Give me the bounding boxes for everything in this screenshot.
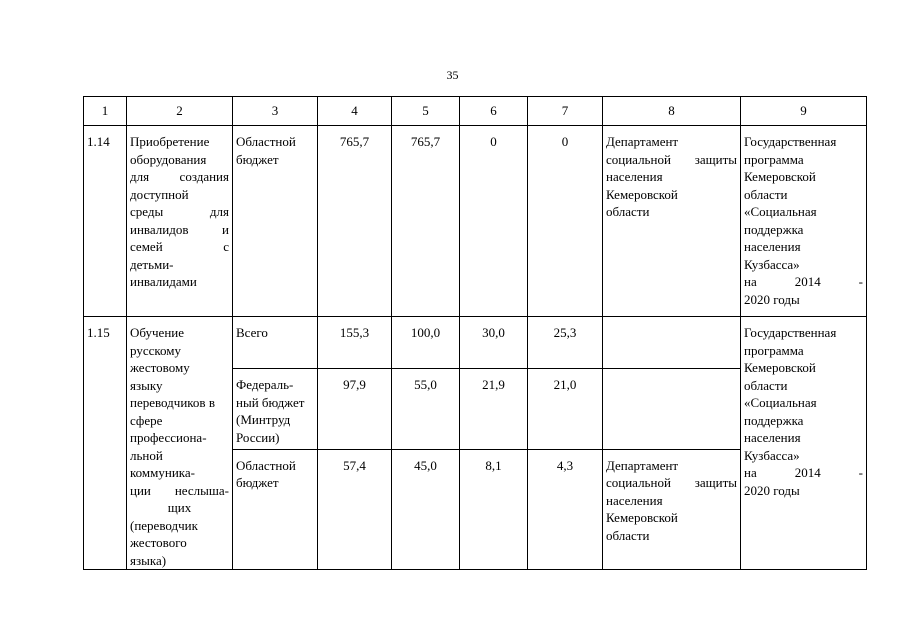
text-line: бюджет	[236, 151, 279, 167]
text-line: населения	[606, 492, 663, 508]
amount-year-3: 0	[528, 126, 603, 317]
text-line: оборудования	[130, 151, 207, 167]
text-line: поддержка	[744, 221, 804, 237]
text-line: щих	[167, 500, 192, 515]
text-line: Департамент	[606, 457, 679, 473]
text-line: языку	[130, 377, 163, 393]
text-line: социальной защиты	[606, 475, 737, 491]
text-line: ный бюджет	[236, 394, 305, 410]
text-line: русскому	[130, 342, 182, 358]
text-line: сфере	[130, 412, 163, 428]
amount-year-3: 21,0	[528, 369, 603, 449]
text-line: ции неслыша-	[130, 482, 229, 498]
amount-year-3: 4,3	[528, 449, 603, 569]
amount-year-3: 25,3	[528, 317, 603, 369]
amount-year-1: 765,7	[392, 126, 460, 317]
amount-year-2: 8,1	[460, 449, 528, 569]
header-cell: 4	[318, 97, 392, 126]
text-line: коммуника-	[130, 465, 195, 480]
amount-year-1: 100,0	[392, 317, 460, 369]
text-line: Кемеровской	[744, 169, 816, 184]
text-line: населения	[606, 169, 663, 184]
text-line: населения	[744, 430, 801, 445]
text-line: Кузбасса»	[744, 447, 800, 463]
text-line: доступной	[130, 186, 189, 202]
text-line: области	[744, 377, 788, 393]
text-line: Кемеровской	[744, 360, 816, 375]
program-table	[83, 96, 867, 570]
text-line: Кузбасса»	[744, 256, 800, 272]
amount-total: 155,3	[318, 317, 392, 369]
amount-total: 765,7	[318, 126, 392, 317]
text-line: Областной	[236, 457, 296, 473]
amount-total: 57,4	[318, 449, 392, 569]
text-line: на 2014 -	[744, 274, 863, 289]
text-line: России)	[236, 429, 280, 445]
text-line: программа	[744, 151, 804, 167]
text-line: Областной	[236, 134, 296, 149]
funding-source	[233, 317, 318, 369]
text-line: бюджет	[236, 475, 279, 491]
text-line: Кемеровской	[606, 510, 678, 526]
measure-name	[127, 126, 233, 317]
text-line: детьми-	[130, 256, 174, 272]
row-id: 1.14	[84, 126, 127, 317]
text-line: области	[606, 204, 650, 219]
header-cell: 7	[528, 97, 603, 126]
state-program	[741, 317, 867, 570]
text-line: льной	[130, 447, 163, 463]
text-line: профессиона-	[130, 430, 207, 445]
text-line: Государственная	[744, 325, 837, 340]
state-program	[741, 126, 867, 317]
header-cell: 8	[603, 97, 741, 126]
text-line: переводчиков в	[130, 395, 215, 410]
header-row	[84, 97, 867, 126]
executor	[603, 126, 741, 317]
text-line: (переводчик	[130, 517, 198, 533]
text-line: жестового	[130, 535, 187, 550]
header-cell: 2	[127, 97, 233, 126]
executor	[603, 317, 741, 369]
page-number: 35	[446, 68, 459, 82]
text-line: населения	[744, 239, 801, 254]
text-line: для создания	[130, 169, 229, 184]
text-line: области	[606, 527, 650, 543]
text-line: социальной защиты	[606, 151, 737, 167]
text-line: Государственная	[744, 134, 837, 149]
funding-source	[233, 449, 318, 569]
text-line: «Социальная	[744, 395, 817, 410]
text-line: программа	[744, 342, 804, 358]
table-row	[84, 317, 867, 369]
text-line: поддержка	[744, 412, 804, 428]
measure-name	[127, 317, 233, 570]
text-line: Департамент	[606, 134, 679, 149]
header-cell: 9	[741, 97, 867, 126]
funding-source	[233, 126, 318, 317]
text-line: Федераль-	[236, 377, 294, 393]
table-row	[84, 126, 867, 317]
text-line: Кемеровской	[606, 186, 678, 202]
text-line: языка)	[130, 552, 167, 568]
text-line: на 2014 -	[744, 465, 863, 480]
text-line: Обучение	[130, 325, 184, 340]
amount-year-2: 21,9	[460, 369, 528, 449]
text-line: «Социальная	[744, 204, 817, 219]
text-line: Приобретение	[130, 134, 210, 149]
header-cell: 3	[233, 97, 318, 126]
text-line: жестовому	[130, 360, 190, 375]
header-cell: 1	[84, 97, 127, 126]
text-line: области	[744, 186, 788, 202]
executor	[603, 369, 741, 449]
text-line: семей с	[130, 239, 229, 254]
text-line: Всего	[236, 325, 268, 340]
header-cell: 6	[460, 97, 528, 126]
amount-total: 97,9	[318, 369, 392, 449]
text-line: среды для	[130, 204, 229, 219]
amount-year-1: 45,0	[392, 449, 460, 569]
amount-year-2: 30,0	[460, 317, 528, 369]
text-line: 2020 годы	[744, 291, 800, 307]
funding-source	[233, 369, 318, 449]
row-id: 1.15	[84, 317, 127, 570]
text-line: 2020 годы	[744, 482, 800, 498]
amount-year-1: 55,0	[392, 369, 460, 449]
text-line: инвалидами	[130, 274, 197, 289]
amount-year-2: 0	[460, 126, 528, 317]
executor	[603, 449, 741, 569]
text-line: инвалидов и	[130, 221, 229, 237]
text-line: (Минтруд	[236, 412, 291, 428]
header-cell: 5	[392, 97, 460, 126]
